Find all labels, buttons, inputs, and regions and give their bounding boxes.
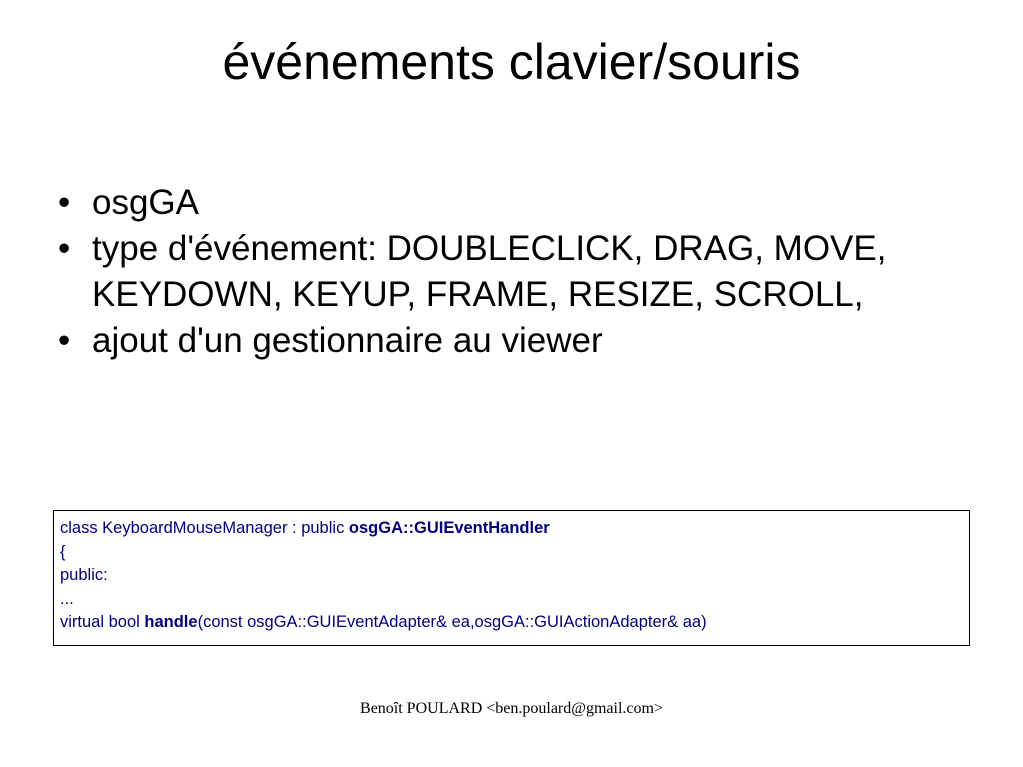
code-text: public:	[60, 566, 108, 584]
code-line	[60, 517, 963, 541]
footer-author: Benoît POULARD <ben.poulard@gmail.com>	[360, 700, 663, 717]
code-text: ...	[60, 589, 74, 608]
code-bold-text: osgGA::GUIEventHandler	[348, 519, 550, 537]
code-line	[60, 564, 963, 588]
code-bold-text: handle	[144, 613, 198, 631]
bullet-text: type d'événement: DOUBLECLICK, DRAG, MOVE, KEYDOWN, KEYUP, FRAME, RESIZE, SCROLL,	[92, 229, 887, 314]
code-text: class KeyboardMouseManager : public	[60, 519, 349, 537]
code-text: {	[60, 542, 66, 561]
code-line	[60, 541, 963, 565]
bullet-list	[58, 180, 978, 364]
bullet-text: osgGA	[92, 183, 199, 222]
code-box	[53, 510, 970, 646]
code-line	[60, 611, 963, 635]
bullet-item	[58, 226, 978, 318]
code-text: (const osgGA::GUIEventAdapter& ea,osgGA::GUIActionAdapter& aa)	[197, 613, 707, 631]
bullet-item	[58, 180, 978, 226]
code-line	[60, 588, 963, 612]
bullet-dot-icon: •	[58, 183, 71, 222]
code-text: virtual bool	[60, 613, 145, 631]
bullet-item	[58, 318, 978, 364]
bullet-text: ajout d'un gestionnaire au viewer	[92, 321, 603, 360]
bullet-dot-icon: •	[58, 321, 71, 360]
slide-title: événements clavier/souris	[222, 34, 801, 90]
bullet-dot-icon: •	[58, 229, 71, 268]
